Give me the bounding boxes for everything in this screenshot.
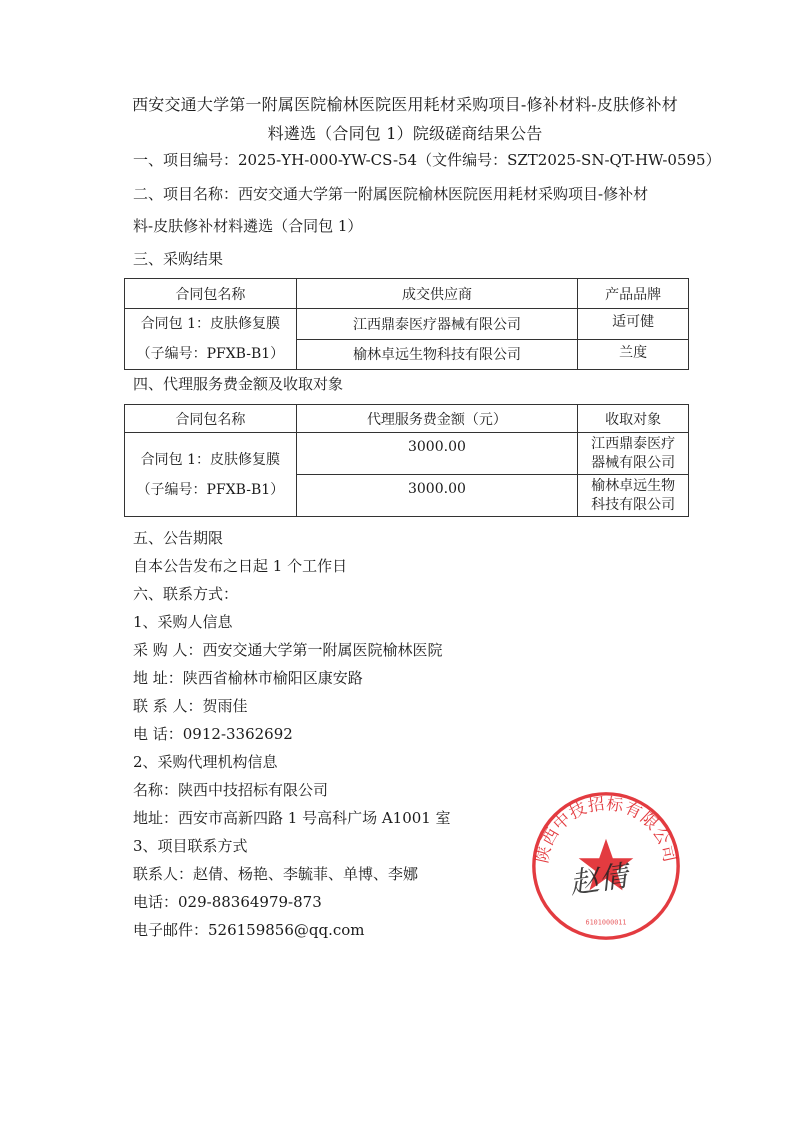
- buyer-name: 采 购 人：西安交通大学第一附属医院榆林医院: [133, 641, 443, 659]
- result-header-package: 合同包名称: [125, 279, 297, 309]
- agency-address: 地址：西安市高新四路 1 号高科广场 A1001 室: [133, 809, 451, 827]
- section-notice-period: 五、公告期限: [133, 529, 224, 547]
- result-package-sub: （子编号：PFXB-B1）: [136, 346, 285, 362]
- result-table: [124, 278, 689, 370]
- fee-header-amount: 代理服务费金额（元）: [296, 405, 577, 433]
- fee-payer-2-line-1: 榆林卓远生物: [591, 477, 676, 494]
- fee-table: [124, 404, 689, 517]
- result-package-cell: [125, 309, 297, 370]
- result-brand-2: 兰度: [578, 339, 689, 370]
- company-seal-icon: [528, 788, 684, 944]
- fee-payer-1-line-2: 器械有限公司: [591, 454, 676, 471]
- result-package-name: 合同包 1：皮肤修复膜: [140, 316, 281, 332]
- project-name-line-2: 料-皮肤修补材料遴选（合同包 1）: [133, 217, 363, 235]
- project-contact-phone: 电话：029-88364979-873: [133, 893, 322, 911]
- buyer-info-heading: 1、采购人信息: [133, 613, 233, 631]
- fee-package-sub: （子编号：PFXB-B1）: [136, 481, 285, 498]
- project-contact-email: 电子邮件：526159856@qq.com: [133, 921, 365, 939]
- project-contact-people: 联系人：赵倩、杨艳、李毓菲、单博、李娜: [133, 865, 419, 883]
- notice-period-text: 自本公告发布之日起 1 个工作日: [133, 557, 348, 575]
- title-line-2: 料遴选（合同包 1）院级磋商结果公告: [267, 124, 543, 143]
- fee-header-package: 合同包名称: [125, 405, 297, 433]
- project-name-line-1: 二、项目名称：西安交通大学第一附属医院榆林医院医用耗材采购项目-修补材: [133, 185, 649, 203]
- project-contact-heading: 3、项目联系方式: [133, 837, 248, 855]
- section-procurement-result: 三、采购结果: [133, 250, 224, 268]
- fee-package-name: 合同包 1：皮肤修复膜: [140, 451, 281, 468]
- result-brand-1: 适可健: [578, 309, 689, 340]
- document-title: [110, 90, 700, 148]
- signature: 赵倩: [567, 858, 631, 901]
- fee-payer-2-line-2: 科技有限公司: [591, 496, 676, 513]
- buyer-address: 地 址：陕西省榆林市榆阳区康安路: [133, 669, 363, 687]
- fee-amount-1: 3000.00: [296, 433, 577, 475]
- section-agency-fee: 四、代理服务费金额及收取对象: [133, 375, 344, 393]
- result-supplier-2: 榆林卓远生物科技有限公司: [296, 339, 577, 370]
- fee-payer-1-line-1: 江西鼎泰医疗: [591, 435, 676, 452]
- agency-name: 名称：陕西中技招标有限公司: [133, 781, 329, 799]
- result-header-brand: 产品品牌: [578, 279, 689, 309]
- seal-code: 6101000011: [585, 918, 627, 927]
- project-number: 一、项目编号：2025-YH-000-YW-CS-54（文件编号：SZT2025-SN-QT-HW-0595）: [133, 151, 721, 169]
- buyer-contact: 联 系 人：贺雨佳: [133, 697, 248, 715]
- seal-text: 陕西中技招标有限公司: [532, 794, 680, 865]
- title-line-1: 西安交通大学第一附属医院榆林医院医用耗材采购项目-修补材料-皮肤修补材: [132, 95, 678, 114]
- fee-payer-2: [578, 475, 689, 517]
- section-contact: 六、联系方式：: [133, 585, 239, 603]
- result-supplier-1: 江西鼎泰医疗器械有限公司: [296, 309, 577, 340]
- fee-payer-1: [578, 433, 689, 475]
- fee-amount-2: 3000.00: [296, 475, 577, 517]
- fee-package-cell: [125, 433, 297, 517]
- fee-header-payer: 收取对象: [578, 405, 689, 433]
- result-header-supplier: 成交供应商: [296, 279, 577, 309]
- buyer-phone: 电 话：0912-3362692: [133, 725, 293, 743]
- agency-info-heading: 2、采购代理机构信息: [133, 753, 278, 771]
